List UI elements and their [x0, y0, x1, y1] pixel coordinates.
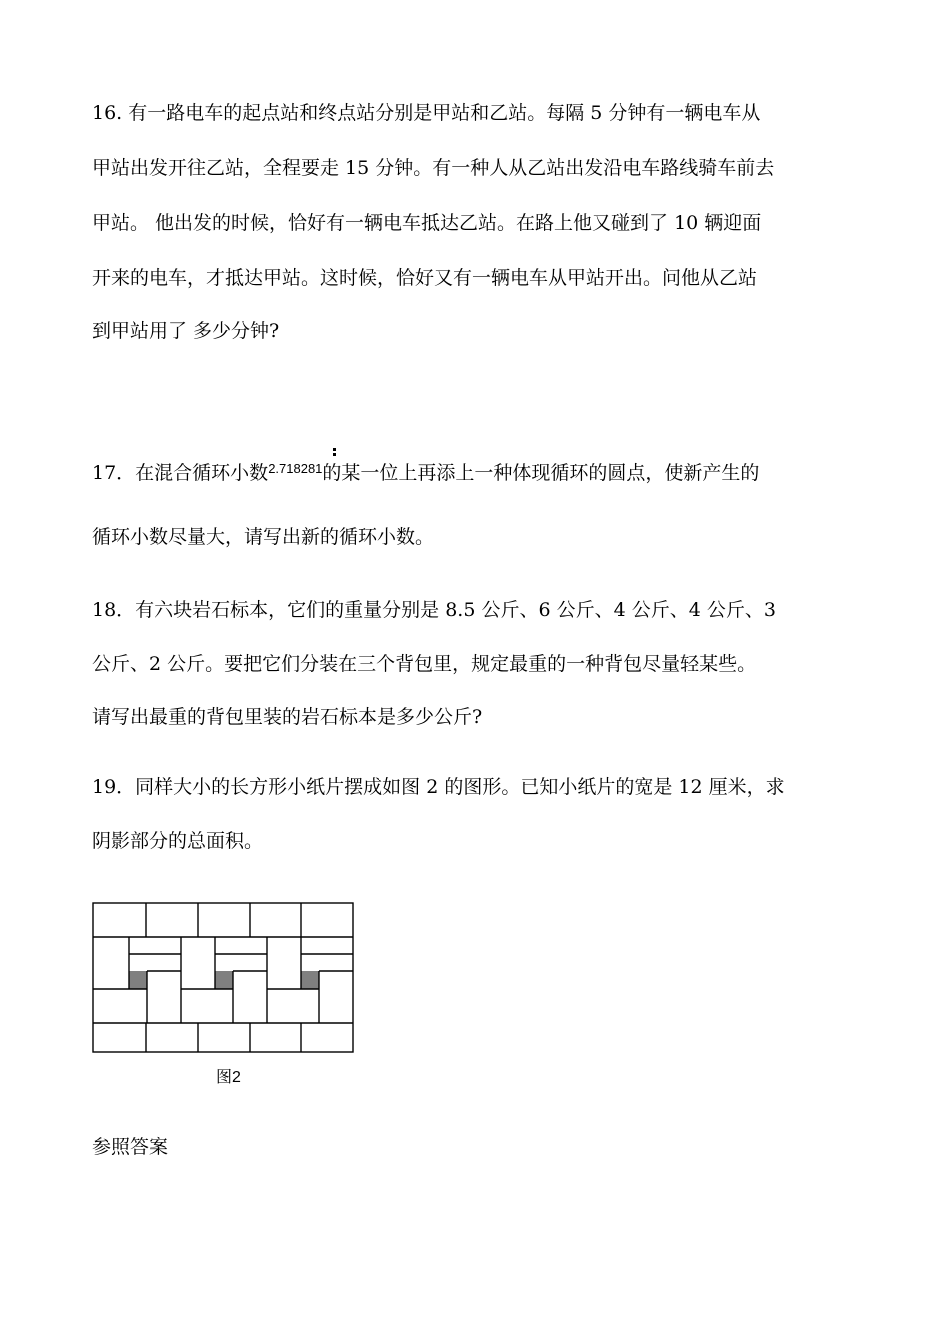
q16-line-4: 开来的电车，才抵达甲站。这时候，恰好又有一辆电车从甲站开出。问他从乙站	[92, 267, 758, 289]
q17-suffix: 的某一位上再添上一种体现循环的圆点，使新产生的	[322, 462, 760, 484]
figure-caption: 图2	[216, 1069, 241, 1086]
repeat-dot-mark-upper	[333, 448, 336, 451]
q16-line-3: 甲站。 他出发的时候，恰好有一辆电车抵达乙站。在路上他又碰到了 10 辆迎面	[92, 212, 762, 234]
shaded-square	[301, 971, 319, 989]
q17-line-1	[92, 461, 759, 487]
q18-line-1: 18．有六块岩石标本，它们的重量分别是 8.5 公斤、6 公斤、4 公斤、4 公斤、3	[92, 599, 776, 621]
repeat-dot-mark	[333, 453, 336, 456]
repeating-decimal	[268, 461, 322, 487]
q17-line-2: 循环小数尽量大，请写出新的循环小数。	[92, 526, 435, 548]
shaded-square	[215, 971, 233, 989]
figure-2-rectangles	[92, 902, 355, 1084]
q16-line-5: 到甲站用了 多少分钟?	[92, 320, 280, 342]
q19-line-2: 阴影部分的总面积。	[92, 830, 264, 852]
q19-line-1: 19．同样大小的长方形小纸片摆成如图 2 的图形。已知小纸片的宽是 12 厘米，求	[92, 776, 785, 798]
q17-prefix: 17．在混合循环小数	[92, 462, 269, 484]
answer-heading: 参照答案	[92, 1136, 169, 1158]
q18-line-2: 公斤、2 公斤。要把它们分装在三个背包里，规定最重的一种背包尽量轻某些。	[92, 653, 757, 675]
q18-line-3: 请写出最重的背包里装的岩石标本是多少公斤?	[92, 706, 483, 728]
shaded-square	[129, 971, 147, 989]
q16-line-2: 甲站出发开往乙站，全程要走 15 分钟。有一种人从乙站出发沿电车路线骑车前去	[92, 157, 775, 179]
decimal-number: 2.718281	[268, 461, 323, 476]
q16-line-1: 16. 有一路电车的起点站和终点站分别是甲站和乙站。每隔 5 分钟有一辆电车从	[92, 102, 761, 124]
